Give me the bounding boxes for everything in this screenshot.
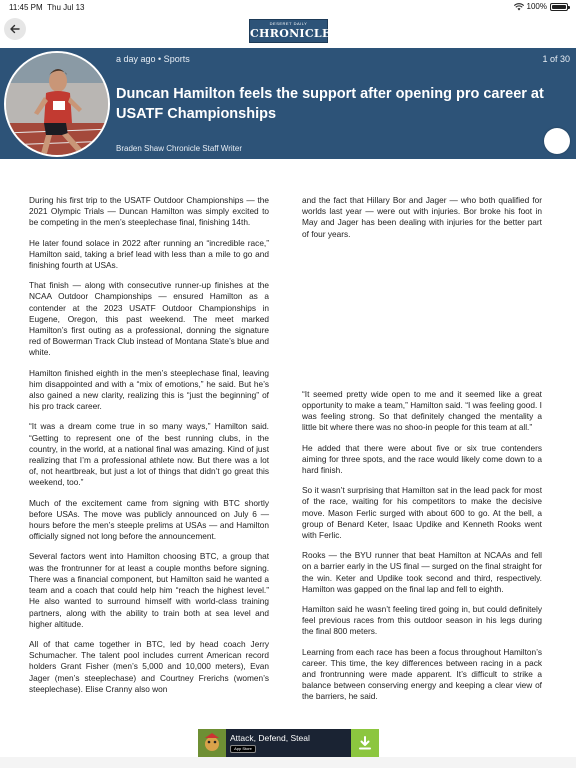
- back-button[interactable]: [4, 18, 26, 40]
- status-bar: [0, 0, 576, 14]
- battery-icon: [550, 3, 568, 11]
- paragraph: “It was a dream come true in so many ways,” Hamilton said. “Getting to represent one of the best running clubs, in the country, in the world, at a national final was amazing. Kind of just realizing that I’m a professional athlete now. But there was a lot of, not heartbreak, but just a lot of things that didn’t go great this weekend, too.”: [29, 421, 269, 488]
- wifi-icon: [514, 3, 524, 11]
- paragraph: That finish — along with consecutive runner-up finishes at the NCAA Outdoor Championships — ensured Hamilton as a contender at the 2023 USATF Outdoor Championships in Eugene, Oregon, this past weekend. The meet marked Hamilton’s first outing as a professional, donning the signature red of Bowerman Track Club instead of Montana State’s blue and white.: [29, 280, 269, 358]
- floating-action-button[interactable]: [544, 128, 570, 154]
- back-arrow-icon: [10, 24, 20, 34]
- paragraph: He later found solace in 2022 after running an “incredible race,” Hamilton said, taking a brief lead with less than a mile to go and finishing fourth at USAs.: [29, 237, 269, 271]
- home-indicator-area: [0, 757, 576, 768]
- paragraph: and the fact that Hillary Bor and Jager — who both qualified for worlds last year — were out with injuries. Bor broke his foot in May and Jager has been dealing with injuries for the better part of four years.: [302, 195, 542, 239]
- paragraph: Learning from each race has been a focus throughout Hamilton’s career. This time, the key differences between racing in a pack and frontrunning were made apparent. It’s difficult to strike a balance between conserving energy and keeping a clear view of the barriers, he said.: [302, 646, 542, 702]
- status-time: 11:45 PM Thu Jul 13: [9, 3, 85, 12]
- article-byline: Braden Shaw Chronicle Staff Writer: [116, 144, 242, 153]
- download-icon: [358, 736, 372, 750]
- app-store-badge[interactable]: App Store: [230, 745, 256, 753]
- status-right: [514, 2, 568, 11]
- paragraph: All of that came together in BTC, led by head coach Jerry Schumacher. The talent pool includes current American record holders Grant Fisher (men’s 5,000 and 10,000 meters), Evan Jager (men’s steeplechase) and Courtney Frerichs (women’s steeplechase). Elise Cranny also won: [29, 638, 269, 694]
- paragraph: Several factors went into Hamilton choosing BTC, a group that was the frontrunner for at least a couple months before signing. There was a financial component, but Hamilton said he wanted a team and a coach that could help him “reach the highest level.” He also wanted to surround himself with world-class training partners, along with the ability to train both at sea level and higher altitude.: [29, 551, 269, 629]
- paragraph: Rooks — the BYU runner that beat Hamilton at NCAAs and fell on a barrier early in the US final — surged on the final straight for the win. Keter and Updike took second and third, respectively. Hamilton was gapped on the final lap and fell to eighth.: [302, 550, 542, 594]
- page-counter: 1 of 30: [542, 54, 570, 64]
- article-column-left: [29, 195, 269, 704]
- paragraph: He added that there were about five or six true contenders aiming for three spots, and the race would likely come down to a hard finish.: [302, 442, 542, 476]
- paragraph: “It seemed pretty wide open to me and it seemed like a great opportunity to make a team,” Hamilton said. “I was feeling good. I was feeling strong. So that definitely changed the mentality a little bit where there was no shoo-in people for this team at all.”: [302, 388, 542, 433]
- paragraph: So it wasn’t surprising that Hamilton sat in the lead pack for most of the race, waiting for his competitors to make the decisive move. Mason Ferlic surged with about 600 to go. At the bell, a group of Benard Keter, Isaac Updike and Kenneth Rooks went with Ferlic.: [302, 485, 542, 541]
- ad-thumbnail: [198, 729, 226, 757]
- paragraph: Hamilton said he wasn’t feeling tired going in, but could definitely feel previous races from this outdoor season in his legs during the final 800 meters.: [302, 604, 542, 637]
- ad-banner[interactable]: [198, 729, 379, 757]
- runner-photo-illustration: [6, 53, 110, 157]
- article-column-right: [302, 195, 542, 712]
- paragraph: Much of the excitement came from signing with BTC shortly before USAs. The move was publicly announced on July 6 — hours before the men’s steeple prelims at USAs — and Hamilton officially signed not long before the announcement.: [29, 497, 269, 542]
- paragraph: During his first trip to the USATF Outdoor Championships — the 2021 Olympic Trials — Duncan Hamilton was simply excited to be competing in the men’s steeplechase final, finishing 14th.: [29, 195, 269, 228]
- ad-title: Attack, Defend, Steal: [230, 733, 310, 743]
- paragraph: Hamilton finished eighth in the men’s steeplechase final, leaving him disappointed and with a “mix of emotions,” he said. But he’s also gained a new clarity, realizing this is “just the beginning” of his pro track career.: [29, 367, 269, 412]
- article-meta: a day ago • Sports: [116, 54, 190, 64]
- article-photo[interactable]: [4, 51, 110, 157]
- article-headline: Duncan Hamilton feels the support after opening pro career at USATF Championships: [116, 86, 544, 122]
- battery-percent: 100%: [526, 2, 547, 11]
- column-gap: [302, 249, 542, 389]
- ad-download-button[interactable]: [351, 729, 379, 757]
- chronicle-logo[interactable]: DESERET DAILY CHRONICLE: [249, 19, 328, 43]
- article-header: [0, 48, 576, 159]
